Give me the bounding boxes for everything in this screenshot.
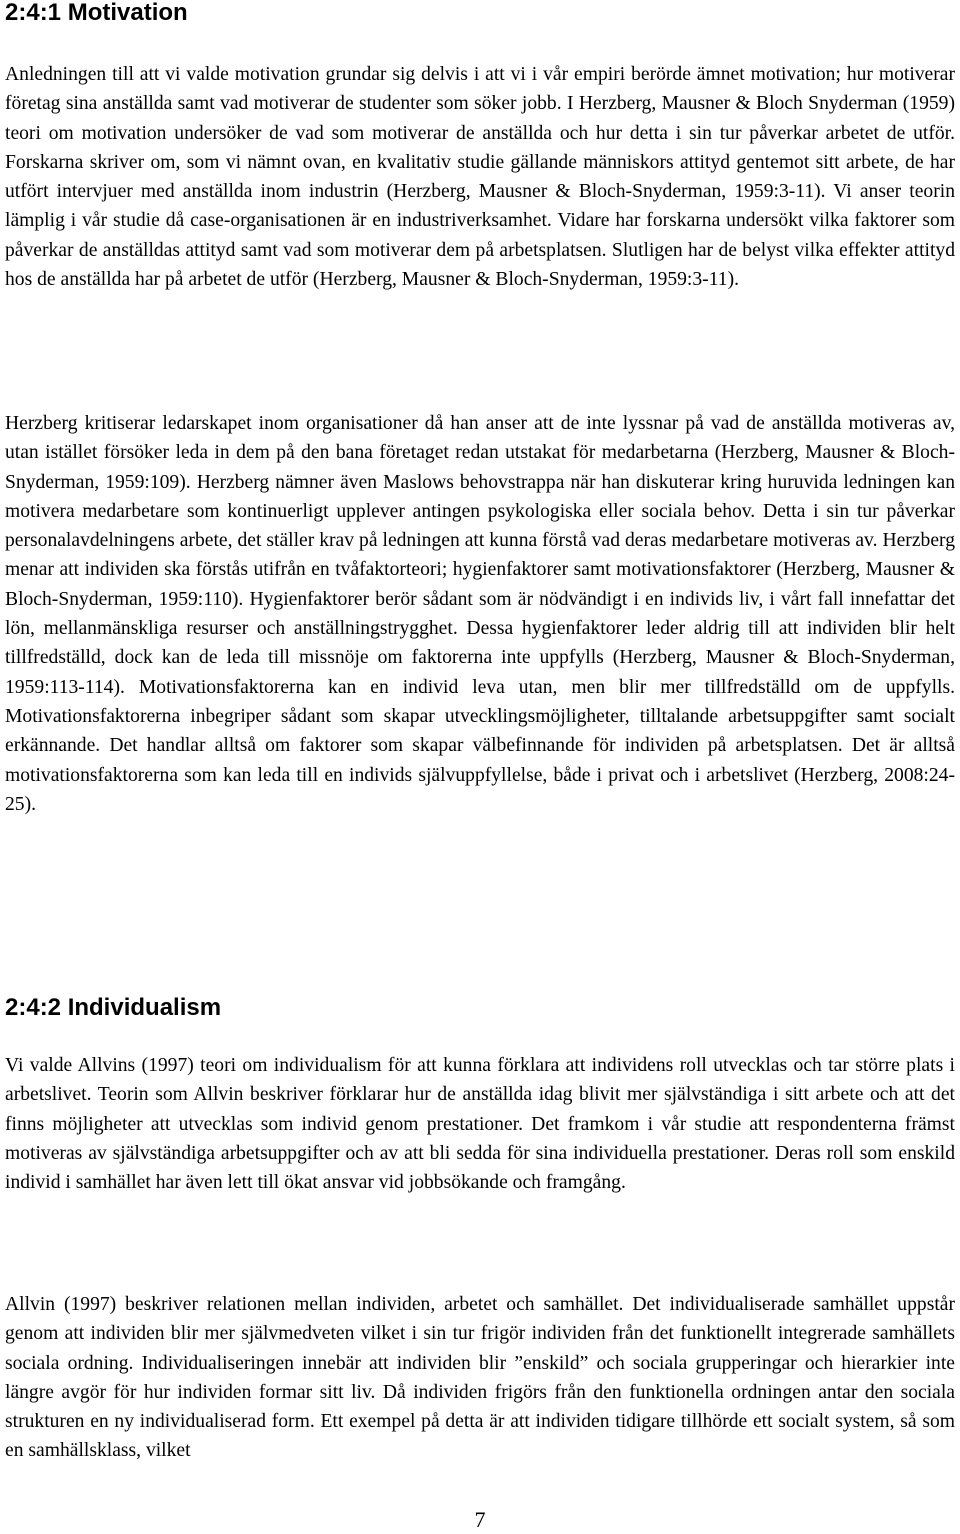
- section-heading-motivation: 2:4:1 Motivation: [5, 0, 188, 26]
- body-paragraph: Anledningen till att vi valde motivation grundar sig delvis i att vi i vår empiri berörde ämnet motivation; hur motiverar företag sina anställda samt vad motiverar de studenter som söker jobb. I Herzberg, Mausner & Bloch Snyderman (1959) teori om motivation undersöker de vad som motiverar de anställda och hur detta i sin tur påverkar arbetet de utför. Forskarna skriver om, som vi nämnt ovan, en kvalitativ studie gällande människors attityd gentemot sitt arbete, de har utfört intervjuer med anställda inom industrin (Herzberg, Mausner & Bloch-Snyderman, 1959:3-11). Vi anser teorin lämplig i vår studie då case-organisationen är en industriverksamhet. Vidare har forskarna undersökt vilka faktorer som påverkar de anställdas attityd samt vad som motiverar dem på arbetsplatsen. Slutligen har de belyst vilka effekter attityd hos de anställda har på arbetet de utför (Herzberg, Mausner & Bloch-Snyderman, 1959:3-11).: [5, 64, 955, 291]
- page-number: 7: [474, 1507, 486, 1532]
- body-paragraph: Vi valde Allvins (1997) teori om individualism för att kunna förklara att individens roll utvecklas och tar större plats i arbetslivet. Teorin som Allvin beskriver förklarar hur de anställda idag blivit mer självständiga i sitt arbete och att det finns möjligheter att utvecklas som individ genom prestationer. Det framkom i vår studie att respondenterna främst motiveras av självständiga arbetsuppgifter och av att bli sedda för sina individuella prestationer. Deras roll som enskild individ i samhället har även lett till ökat ansvar vid jobbsökande och framgång.: [5, 1055, 955, 1194]
- body-paragraph: Herzberg kritiserar ledarskapet inom organisationer då han anser att de inte lyssnar på vad de anställda motiveras av, utan istället försöker leda in dem på den bana företaget redan utstakat för medarbetarna (Herzberg, Mausner & Bloch-Snyderman, 1959:109). Herzberg nämner även Maslows behovstrappa när han diskuterar kring huruvida ledningen kan motivera medarbetare som kontinuerligt upplever antingen psykologiska eller sociala behov. Detta i sin tur påverkar personalavdelningens arbete, det ställer krav på ledningen att kunna förstå vad deras medarbetare motiveras av. Herzberg menar att individen ska förstås utifrån en tvåfaktorteori; hygienfaktorer samt motivationsfaktorer (Herzberg, Mausner & Bloch-Snyderman, 1959:110). Hygienfaktorer berör sådant som är nödvändigt i en individs liv, i vårt fall innefattar det lön, mellanmänskliga resurser och anställningstrygghet. Dessa hygienfaktorer leder aldrig till att individen blir helt tillfredställd, dock kan de leda till missnöje om faktorerna inte uppfylls (Herzberg, Mausner & Bloch-Snyderman, 1959:113-114). Motivationsfaktorerna kan en individ leva utan, men blir mer tillfredställd om de uppfylls. Motivationsfaktorerna inbegriper sådant som skapar utvecklingsmöjligheter, tilltalande arbetsuppgifter samt socialt erkännande. Det handlar alltså om faktorer som skapar välbefinnande för individen på arbetsplatsen. Det är alltså motivationsfaktorerna som kan leda till en individs självuppfyllelse, både i privat och i arbetslivet (Herzberg, 2008:24-25).: [5, 413, 955, 815]
- section-heading-individualism: 2:4:2 Individualism: [5, 994, 222, 1021]
- body-paragraph: Allvin (1997) beskriver relationen mellan individen, arbetet och samhället. Det individualiserade samhället uppstår genom att individen blir mer självmedveten vilket i sin tur frigör individen från det funktionellt integrerade samhällets sociala ordning. Individualiseringen innebär att individen blir ”enskild” och sociala grupperingar och hierarkier inte längre avgör för hur individen formar sitt liv. Då individen frigörs från den funktionella ordningen antar den sociala strukturen en ny individualiserad form. Ett exempel på detta är att individen tidigare tillhörde ett socialt system, så som en samhällsklass, vilket: [5, 1294, 955, 1462]
